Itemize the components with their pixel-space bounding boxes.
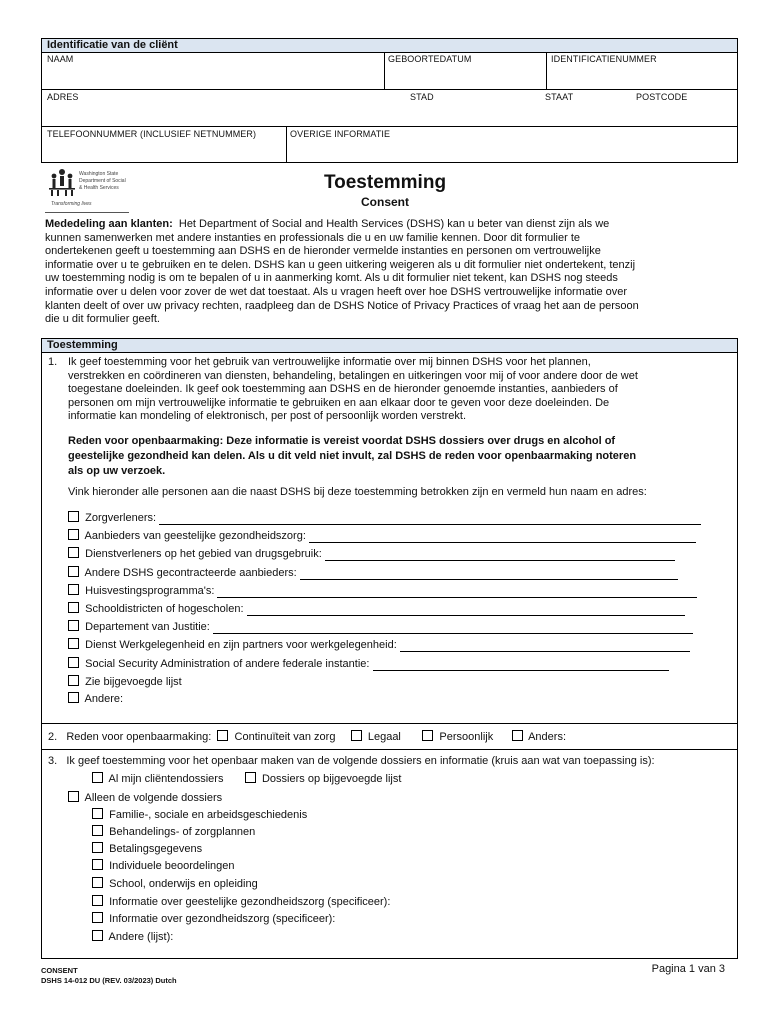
checkbox[interactable] <box>68 547 79 558</box>
text-line-field[interactable] <box>325 550 675 561</box>
notice-line: klanten deelt of over uw privacy rechten, raadpleeg dan de DSHS Notice of Privacy Practices of vraag het aan de persoon <box>45 299 639 312</box>
list-item: Andere DSHS gecontracteerde aanbieders: <box>68 566 678 580</box>
checkbox[interactable] <box>92 772 103 783</box>
section-1-line: personen om mijn vertrouwelijke informatie te gebruiken en aan elkaar door te geven voor deze doeleinden. De <box>68 396 610 409</box>
option-legal: Legaal <box>367 731 401 743</box>
notice-line: ondertekenen geeft u toestemming aan DSHS en de hieronder vermelde instanties en personen om vertrouwelijke <box>45 245 601 258</box>
footer-form-name: CONSENT <box>41 966 78 975</box>
checkbox[interactable] <box>92 912 103 923</box>
section-2-number: 2. <box>48 731 58 743</box>
list-item <box>92 772 401 786</box>
list-item: Betalingsgegevens <box>92 842 202 856</box>
list-item: Familie-, sociale en arbeidsgeschiedenis <box>92 808 307 822</box>
checkbox[interactable] <box>92 877 103 888</box>
checkbox[interactable] <box>92 895 103 906</box>
checkbox[interactable] <box>68 791 79 802</box>
checkbox[interactable] <box>512 730 523 741</box>
list-item: Dienstverleners op het gebied van drugsgebruik: <box>68 547 675 561</box>
checkbox[interactable] <box>351 730 362 741</box>
section-1-instruction: Vink hieronder alle personen aan die naast DSHS bij deze toestemming betrokken zijn en vermeld hun naam en adres: <box>68 486 647 498</box>
zip-label: POSTCODE <box>636 92 688 102</box>
section-1-text <box>68 356 736 424</box>
section-1-line: toegestane doeleinden. Ik geef ook toestemming aan DSHS en de hieronder genoemde instanties, aanbieders of <box>68 383 618 396</box>
checkbox[interactable] <box>422 730 433 741</box>
section-1-line: Ik geef toestemming voor het gebruik van vertrouwelijke informatie over mij binnen DSHS voor het plannen, <box>68 356 591 368</box>
option-continuity: Continuïteit van zorg <box>234 731 336 743</box>
option-other: Anders: <box>528 731 567 743</box>
other-info-label: OVERIGE INFORMATIE <box>290 129 391 139</box>
checkbox[interactable] <box>92 842 103 853</box>
attached-records-label: Dossiers op bijgevoegde lijst <box>261 773 402 785</box>
all-records-label: Al mijn cliëntendossiers <box>108 773 224 785</box>
logo-tagline: Transforming lives <box>51 201 92 207</box>
list-item: Aanbieders van geestelijke gezondheidszorg: <box>68 529 696 543</box>
checkbox[interactable] <box>68 638 79 649</box>
footer-form-number: DSHS 14-012 DU (REV. 03/2023) Dutch <box>41 976 177 985</box>
id-number-label: IDENTIFICATIENUMMER <box>551 54 657 64</box>
list-item: Alleen de volgende dossiers <box>68 791 222 805</box>
form-subtitle: Consent <box>361 195 409 209</box>
list-item: Dienst Werkgelegenheid en zijn partners voor werkgelegenheid: <box>68 638 690 652</box>
notice-line: informatie over u te gebruiken en te delen. DSHS kan u geen uitkering weigeren als u dit formulier niet ondertekent, tenzij <box>45 258 636 271</box>
id-number-field[interactable] <box>548 65 735 86</box>
dob-label: GEBOORTEDATUM <box>388 54 472 64</box>
address-label: ADRES <box>47 92 79 102</box>
list-item: Social Security Administration of andere federale instantie: <box>68 657 669 671</box>
checkbox[interactable] <box>68 675 79 686</box>
section-2 <box>48 730 566 744</box>
text-line-field[interactable] <box>217 587 697 598</box>
list-item: Departement van Justitie: <box>68 620 693 634</box>
section-2-label: Reden voor openbaarmaking: <box>66 731 212 743</box>
phone-label: TELEFOONNUMMER (INCLUSIEF NETNUMMER) <box>47 129 257 139</box>
form-title: Toestemming <box>323 172 447 193</box>
list-item: Informatie over geestelijke gezondheidszorg (specificeer): <box>92 895 390 909</box>
notice-lead: Mededeling aan klanten: <box>45 218 173 230</box>
notice-line: Het Department of Social and Health Services (DSHS) kan u beter van dienst zijn als we <box>178 218 610 230</box>
checkbox[interactable] <box>92 808 103 819</box>
disclosure-reason-note: Reden voor openbaarmaking: Deze informatie is vereist voordat DSHS dossiers over drugs en alcohol of geestelijke gezondheid kan delen. Als u dit veld niet invult, zal DSHS de reden voor openbaarmaking noteren als op uw verzoek. <box>68 435 637 477</box>
text-line-field[interactable] <box>373 660 669 671</box>
checkbox[interactable] <box>245 772 256 783</box>
notice-line: informatie over u delen voor zover de wet dat toestaat. Als u vragen heeft over hoe DSHS vertrouwelijke informatie over <box>45 285 628 298</box>
checkbox[interactable] <box>217 730 228 741</box>
address-field[interactable] <box>44 103 734 123</box>
list-item: Zorgverleners: <box>68 511 701 525</box>
client-identification-header: Identificatie van de cliënt <box>42 39 737 52</box>
text-line-field[interactable] <box>300 569 678 580</box>
list-item: Behandelings- of zorgplannen <box>92 825 255 839</box>
list-item: Individuele beoordelingen <box>92 859 235 873</box>
state-label: STAAT <box>545 92 574 102</box>
option-personal: Persoonlijk <box>439 731 494 743</box>
checkbox[interactable] <box>68 657 79 668</box>
notice-line: kunnen samenwerken met andere instanties en professionals die u en uw familie kennen. Door dit formulier te <box>45 231 581 244</box>
list-item: Huisvestingsprogramma's: <box>68 584 697 598</box>
list-item: Zie bijgevoegde lijst <box>68 675 182 689</box>
checkbox[interactable] <box>68 529 79 540</box>
checkbox[interactable] <box>68 566 79 577</box>
name-label: NAAM <box>47 54 74 64</box>
list-item: School, onderwijs en opleiding <box>92 877 258 891</box>
phone-field[interactable] <box>44 140 284 160</box>
name-field[interactable] <box>44 65 382 86</box>
text-line-field[interactable] <box>159 514 701 525</box>
section-1-line: verstrekken en coördineren van diensten, behandeling, betalingen en uitkeringen voor mij of voor andere door de wet <box>68 369 638 382</box>
checkbox[interactable] <box>92 825 103 836</box>
consent-section <box>41 338 738 959</box>
section-3-intro: 3. Ik geef toestemming voor het openbaar maken van de volgende dossiers en informatie (kruis aan wat van toepassing is): <box>48 755 655 767</box>
checkbox[interactable] <box>68 602 79 613</box>
checkbox[interactable] <box>68 511 79 522</box>
notice-line: die u dit formulier geeft. <box>45 313 160 326</box>
checkbox[interactable] <box>92 930 103 941</box>
list-item: Andere (lijst): <box>92 930 173 944</box>
client-identification-section <box>41 38 738 163</box>
consent-header: Toestemming <box>42 339 737 353</box>
logo-line-3: & Health Services <box>79 185 119 191</box>
footer-page-number: Pagina 1 van 3 <box>651 963 725 975</box>
section-3-number: 3. <box>48 755 58 767</box>
checkbox[interactable] <box>68 620 79 631</box>
checkbox[interactable] <box>68 584 79 595</box>
city-label: STAD <box>410 92 434 102</box>
list-item: Schooldistricten of hogescholen: <box>68 602 685 616</box>
notice-line: uw toestemming nodig is om te bepalen of u in aanmerking komt. Als u dit formulier niet tekent, kan DSHS nog steeds <box>45 272 618 285</box>
text-line-field[interactable] <box>247 605 685 616</box>
list-item: Informatie over gezondheidszorg (specificeer): <box>92 912 335 926</box>
text-line-field[interactable] <box>213 623 693 634</box>
dob-field[interactable] <box>386 65 544 86</box>
section-1-line: informatie kan mondeling of elektronisch, per post of persoonlijk worden verstrekt. <box>68 410 467 423</box>
section-1-number: 1. <box>48 356 58 368</box>
text-line-field[interactable] <box>400 641 690 652</box>
logo-line-2: Department of Social <box>79 178 126 184</box>
list-item: Andere: <box>68 692 123 706</box>
checkbox[interactable] <box>92 859 103 870</box>
text-line-field[interactable] <box>309 532 696 543</box>
checkbox[interactable] <box>68 692 79 703</box>
notice-to-clients <box>45 218 745 327</box>
other-info-field[interactable] <box>289 140 735 160</box>
logo-line-1: Washington State <box>79 171 119 177</box>
